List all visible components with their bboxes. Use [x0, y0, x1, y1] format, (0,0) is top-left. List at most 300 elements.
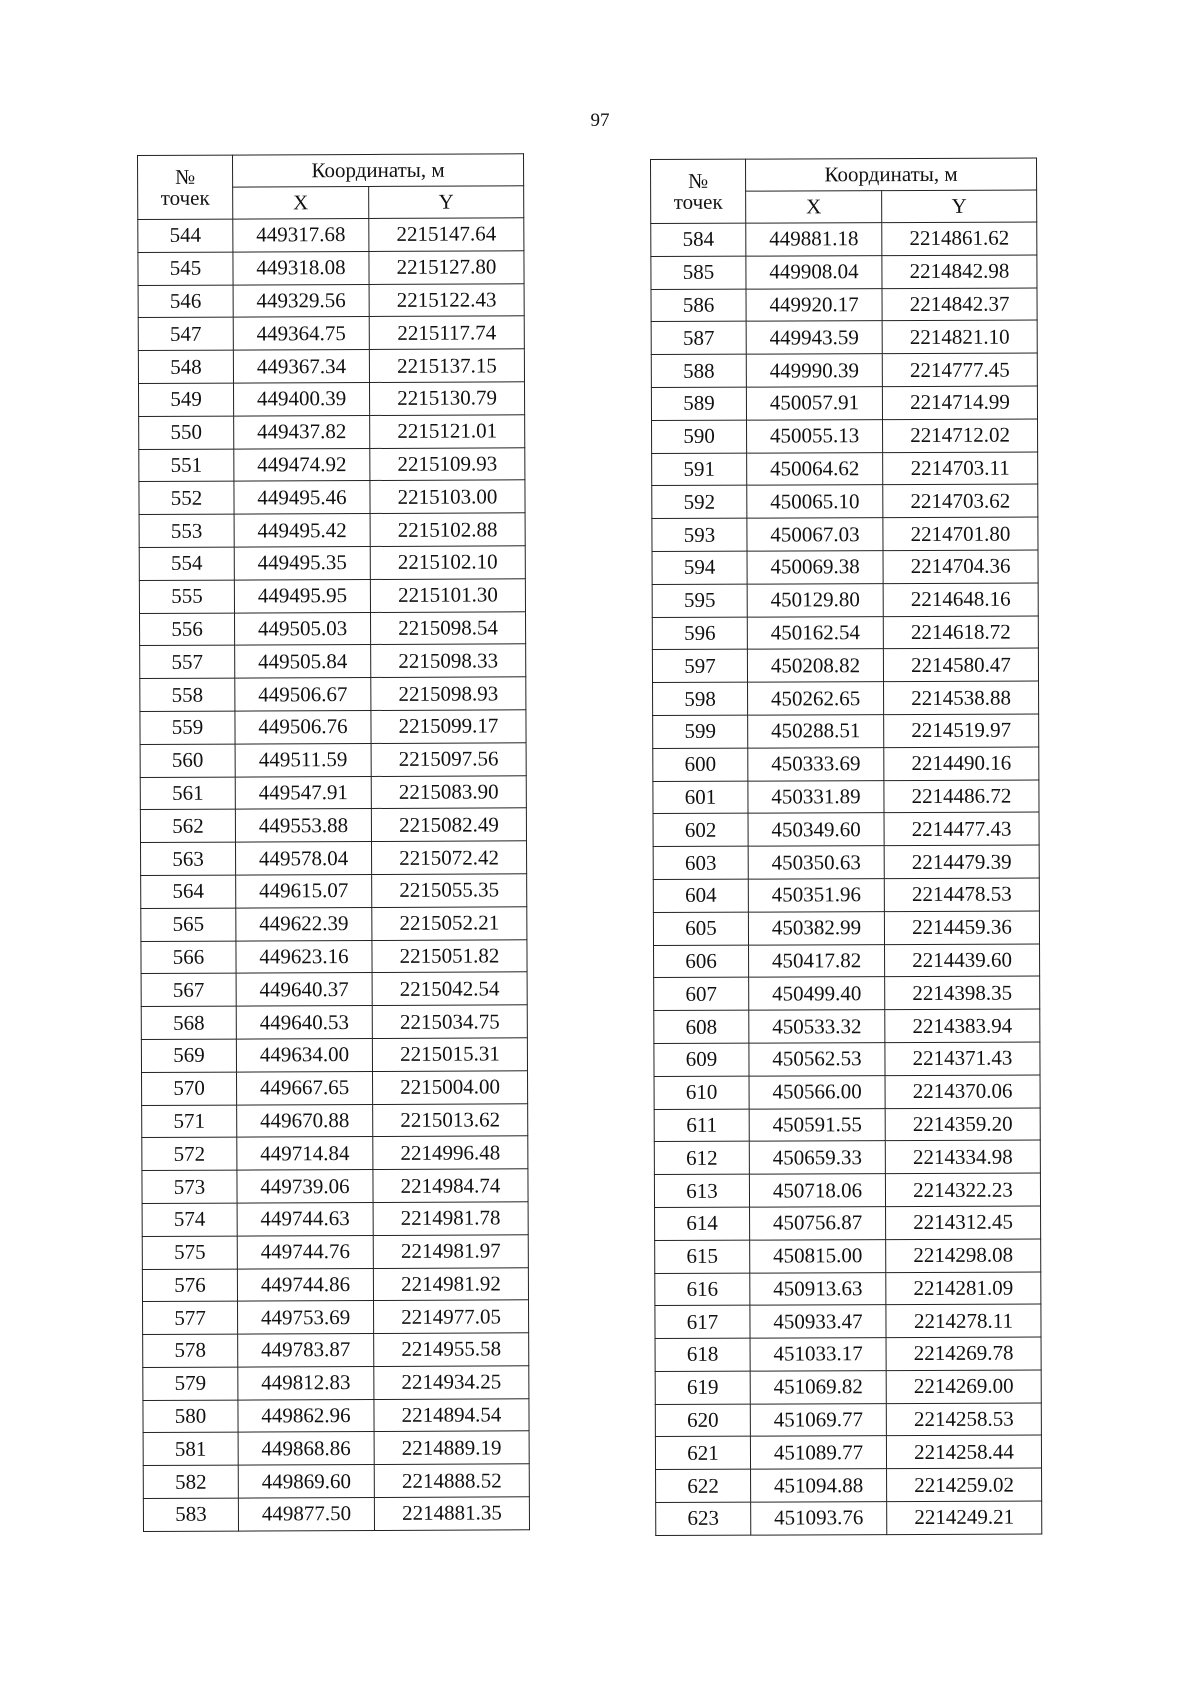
point-number-cell: 593 — [652, 518, 747, 551]
table-row — [652, 616, 1038, 650]
point-number-cell: 560 — [140, 744, 235, 777]
table-row — [140, 775, 526, 809]
x-coordinate-cell: 449739.06 — [237, 1170, 373, 1203]
point-number-cell: 583 — [143, 1498, 238, 1531]
point-number-cell: 594 — [652, 551, 747, 584]
point-number-cell: 575 — [142, 1236, 237, 1269]
table-row — [140, 677, 526, 711]
x-coordinate-cell: 451069.77 — [750, 1403, 886, 1436]
x-coordinate-cell: 451093.76 — [751, 1502, 887, 1535]
table-row — [654, 976, 1040, 1010]
x-coordinate-cell: 449943.59 — [746, 321, 882, 354]
x-coordinate-cell: 450659.33 — [749, 1141, 885, 1174]
y-coordinate-cell: 2214889.19 — [374, 1431, 529, 1464]
x-coordinate-cell: 451089.77 — [750, 1436, 886, 1469]
table-row — [655, 1403, 1041, 1437]
point-number-cell: 589 — [651, 387, 746, 420]
x-header: X — [746, 191, 882, 224]
table-row — [140, 808, 526, 842]
x-coordinate-cell: 449495.42 — [234, 514, 370, 547]
y-coordinate-cell: 2215147.64 — [369, 218, 524, 251]
x-coordinate-cell: 449920.17 — [746, 288, 882, 321]
table-row — [143, 1300, 529, 1334]
table-row — [138, 283, 524, 317]
x-coordinate-cell: 450350.63 — [748, 846, 884, 879]
x-coordinate-cell: 451069.82 — [750, 1370, 886, 1403]
points-label: точек — [160, 185, 210, 210]
y-coordinate-cell: 2215102.10 — [370, 546, 525, 579]
x-coordinate-cell: 449744.86 — [237, 1268, 373, 1301]
x-coordinate-cell: 449615.07 — [236, 874, 372, 907]
y-coordinate-cell: 2214861.62 — [882, 222, 1037, 255]
table-row — [655, 1304, 1041, 1338]
point-number-cell: 544 — [138, 219, 233, 252]
y-coordinate-cell: 2214888.52 — [374, 1464, 529, 1497]
y-coordinate-cell: 2215099.17 — [371, 710, 526, 743]
table-row — [141, 874, 527, 908]
x-coordinate-cell: 450815.00 — [750, 1239, 886, 1272]
point-number-cell: 620 — [655, 1404, 750, 1437]
y-coordinate-cell: 2214312.45 — [886, 1206, 1041, 1239]
y-coordinate-cell: 2214439.60 — [885, 944, 1040, 977]
y-coordinate-cell: 2215042.54 — [372, 972, 527, 1005]
x-coordinate-cell: 450933.47 — [750, 1305, 886, 1338]
table-row — [142, 1169, 528, 1203]
y-coordinate-cell: 2215004.00 — [372, 1071, 527, 1104]
table-row — [652, 648, 1038, 682]
table-row — [651, 255, 1037, 289]
table-row — [140, 644, 526, 678]
table-row — [651, 353, 1037, 387]
x-coordinate-cell: 450562.53 — [749, 1043, 885, 1076]
coordinates-table-right — [650, 158, 1042, 1536]
table-row — [656, 1501, 1042, 1535]
y-coordinate-cell: 2214984.74 — [373, 1169, 528, 1202]
x-coordinate-cell: 449506.67 — [235, 678, 371, 711]
x-coordinate-cell: 449367.34 — [233, 350, 369, 383]
point-number-cell: 559 — [140, 711, 235, 744]
x-coordinate-cell: 449578.04 — [235, 842, 371, 875]
table-body — [138, 218, 530, 1532]
table-row — [143, 1497, 529, 1531]
y-coordinate-cell: 2214486.72 — [884, 780, 1039, 813]
point-number-cell: 615 — [655, 1240, 750, 1273]
point-number-cell: 576 — [142, 1269, 237, 1302]
table-row — [139, 513, 525, 547]
point-number-cell: 591 — [652, 453, 747, 486]
x-coordinate-cell: 449670.88 — [237, 1104, 373, 1137]
y-coordinate-cell: 2215098.33 — [371, 644, 526, 677]
x-coordinate-cell: 449990.39 — [746, 354, 882, 387]
y-coordinate-cell: 2215130.79 — [369, 382, 524, 415]
point-number-cell: 609 — [654, 1043, 749, 1076]
y-coordinate-cell: 2214881.35 — [374, 1497, 529, 1530]
point-number-cell: 565 — [141, 908, 236, 941]
x-coordinate-cell: 450718.06 — [749, 1174, 885, 1207]
x-coordinate-cell: 450331.89 — [748, 780, 884, 813]
x-coordinate-cell: 450756.87 — [750, 1207, 886, 1240]
table-row — [143, 1431, 529, 1465]
point-number-cell: 596 — [652, 617, 747, 650]
table-row — [652, 419, 1038, 453]
table-row — [655, 1272, 1041, 1306]
table-row — [651, 288, 1037, 322]
y-coordinate-cell: 2214712.02 — [883, 419, 1038, 452]
point-number-cell: 595 — [652, 584, 747, 617]
point-number-cell: 618 — [655, 1338, 750, 1371]
number-sign: № — [688, 168, 709, 193]
table-row — [654, 1042, 1040, 1076]
y-coordinate-cell: 2214334.98 — [885, 1140, 1040, 1173]
point-number-cell: 592 — [652, 486, 747, 519]
table-row — [654, 944, 1040, 978]
point-number-cell: 552 — [139, 481, 234, 514]
x-coordinate-cell: 449506.76 — [235, 710, 371, 743]
point-number-cell: 603 — [653, 846, 748, 879]
x-coordinate-cell: 449364.75 — [233, 317, 369, 350]
point-number-cell: 581 — [143, 1433, 238, 1466]
y-coordinate-cell: 2214477.43 — [884, 812, 1039, 845]
table-row — [654, 1108, 1040, 1142]
point-number-header — [138, 155, 233, 219]
table-row — [653, 714, 1039, 748]
table-body — [651, 222, 1042, 1535]
point-number-cell: 578 — [143, 1334, 238, 1367]
x-coordinate-cell: 450591.55 — [749, 1108, 885, 1141]
table-row — [139, 579, 525, 613]
table-row — [651, 320, 1037, 354]
point-number-cell: 602 — [653, 813, 748, 846]
point-number-cell: 605 — [653, 912, 748, 945]
x-coordinate-cell: 450382.99 — [748, 911, 884, 944]
x-coordinate-cell: 449881.18 — [746, 223, 882, 256]
y-coordinate-cell: 2214894.54 — [374, 1398, 529, 1431]
point-number-cell: 566 — [141, 941, 236, 974]
x-coordinate-cell: 449908.04 — [746, 255, 882, 288]
point-number-cell: 567 — [141, 973, 236, 1006]
y-coordinate-cell: 2214955.58 — [374, 1333, 529, 1366]
x-coordinate-cell: 449329.56 — [233, 284, 369, 317]
point-number-cell: 617 — [655, 1305, 750, 1338]
point-number-cell: 588 — [651, 354, 746, 387]
x-coordinate-cell: 449622.39 — [236, 907, 372, 940]
point-number-cell: 548 — [138, 350, 233, 383]
table-row — [655, 1435, 1041, 1469]
x-coordinate-cell: 450065.10 — [747, 485, 883, 518]
table-row — [139, 480, 525, 514]
y-coordinate-cell: 2215052.21 — [372, 907, 527, 940]
point-number-cell: 582 — [143, 1465, 238, 1498]
x-coordinate-cell: 449495.46 — [234, 481, 370, 514]
table-row — [655, 1206, 1041, 1240]
x-coordinate-cell: 451033.17 — [750, 1338, 886, 1371]
y-coordinate-cell: 2214269.00 — [886, 1370, 1041, 1403]
table-row — [139, 447, 525, 481]
table-row — [141, 1005, 527, 1039]
table-row — [655, 1337, 1041, 1371]
y-coordinate-cell: 2214703.62 — [883, 484, 1038, 517]
point-number-cell: 549 — [138, 383, 233, 416]
point-number-cell: 553 — [139, 514, 234, 547]
x-coordinate-cell: 449400.39 — [233, 382, 369, 415]
point-number-cell: 558 — [140, 678, 235, 711]
coordinates-table-left — [137, 153, 530, 1532]
table-row — [141, 907, 527, 941]
y-header: Y — [882, 190, 1037, 223]
y-coordinate-cell: 2215101.30 — [370, 579, 525, 612]
table-row — [654, 1173, 1040, 1207]
y-coordinate-cell: 2214478.53 — [884, 878, 1039, 911]
table-row — [141, 939, 527, 973]
y-coordinate-cell: 2215102.88 — [370, 513, 525, 546]
x-coordinate-cell: 450067.03 — [747, 518, 883, 551]
y-coordinate-cell: 2214258.44 — [886, 1435, 1041, 1468]
point-number-cell: 564 — [141, 875, 236, 908]
table-row — [142, 1071, 528, 1105]
table-row — [653, 780, 1039, 814]
table-row — [143, 1366, 529, 1400]
x-coordinate-cell: 449505.84 — [235, 645, 371, 678]
x-coordinate-cell: 449495.95 — [234, 579, 370, 612]
x-coordinate-cell: 449474.92 — [234, 448, 370, 481]
page-number: 97 — [590, 110, 610, 131]
y-coordinate-cell: 2214249.21 — [887, 1501, 1042, 1534]
table-row — [654, 1140, 1040, 1174]
point-number-cell: 597 — [652, 649, 747, 682]
point-number-cell: 621 — [655, 1437, 750, 1470]
y-coordinate-cell: 2215127.80 — [369, 251, 524, 284]
number-sign: № — [175, 164, 196, 189]
x-coordinate-cell: 449547.91 — [235, 776, 371, 809]
table-row — [142, 1235, 528, 1269]
y-coordinate-cell: 2214383.94 — [885, 1009, 1040, 1042]
y-coordinate-cell: 2215082.49 — [371, 808, 526, 841]
y-coordinate-cell: 2214981.92 — [373, 1267, 528, 1300]
point-number-cell: 568 — [141, 1006, 236, 1039]
x-coordinate-cell: 449634.00 — [236, 1038, 372, 1071]
x-coordinate-cell: 449812.83 — [238, 1366, 374, 1399]
table-row — [143, 1333, 529, 1367]
table-row — [143, 1464, 529, 1498]
y-coordinate-cell: 2214981.78 — [373, 1202, 528, 1235]
y-coordinate-cell: 2214269.78 — [886, 1337, 1041, 1370]
table-row — [138, 349, 524, 383]
point-number-cell: 561 — [140, 777, 235, 810]
table-row — [653, 747, 1039, 781]
x-coordinate-cell: 450055.13 — [747, 419, 883, 452]
table-row — [138, 382, 524, 416]
table-row — [653, 812, 1039, 846]
y-coordinate-cell: 2215109.93 — [370, 447, 525, 480]
table-row — [142, 1136, 528, 1170]
point-number-cell: 579 — [143, 1367, 238, 1400]
table-row — [653, 878, 1039, 912]
point-number-cell: 556 — [139, 613, 234, 646]
y-coordinate-cell: 2214934.25 — [374, 1366, 529, 1399]
y-coordinate-cell: 2214996.48 — [373, 1136, 528, 1169]
point-number-cell: 608 — [654, 1010, 749, 1043]
table-row — [142, 1202, 528, 1236]
x-coordinate-cell: 449862.96 — [238, 1399, 374, 1432]
y-coordinate-cell: 2215097.56 — [371, 743, 526, 776]
point-number-cell: 571 — [142, 1105, 237, 1138]
coordinates-header: Координаты, м — [233, 154, 524, 187]
y-coordinate-cell: 2214281.09 — [886, 1272, 1041, 1305]
table-row — [652, 583, 1038, 617]
y-coordinate-cell: 2214259.02 — [887, 1468, 1042, 1501]
point-number-cell: 612 — [654, 1141, 749, 1174]
x-coordinate-cell: 450288.51 — [748, 715, 884, 748]
y-coordinate-cell: 2214490.16 — [884, 747, 1039, 780]
y-coordinate-cell: 2214459.36 — [884, 911, 1039, 944]
table-row — [138, 316, 524, 350]
x-coordinate-cell: 450069.38 — [747, 551, 883, 584]
point-number-cell: 623 — [656, 1502, 751, 1535]
y-header: Y — [369, 186, 524, 219]
y-coordinate-cell: 2215098.54 — [370, 611, 525, 644]
point-number-cell: 572 — [142, 1137, 237, 1170]
point-number-cell: 557 — [140, 645, 235, 678]
y-coordinate-cell: 2214298.08 — [886, 1239, 1041, 1272]
x-header: X — [233, 186, 369, 219]
point-number-cell: 545 — [138, 252, 233, 285]
point-number-cell: 611 — [654, 1109, 749, 1142]
point-number-cell: 610 — [654, 1076, 749, 1109]
point-number-cell: 606 — [654, 945, 749, 978]
x-coordinate-cell: 449753.69 — [238, 1301, 374, 1334]
table-row — [654, 1075, 1040, 1109]
y-coordinate-cell: 2214359.20 — [885, 1108, 1040, 1141]
y-coordinate-cell: 2214821.10 — [882, 320, 1037, 353]
table-row — [138, 218, 524, 252]
y-coordinate-cell: 2214580.47 — [883, 648, 1038, 681]
point-number-cell: 586 — [651, 289, 746, 322]
point-number-cell: 587 — [651, 322, 746, 355]
x-coordinate-cell: 450208.82 — [747, 649, 883, 682]
x-coordinate-cell: 450064.62 — [747, 452, 883, 485]
point-number-cell: 547 — [138, 317, 233, 350]
x-coordinate-cell: 450566.00 — [749, 1075, 885, 1108]
table-row — [653, 911, 1039, 945]
point-number-cell: 600 — [653, 748, 748, 781]
x-coordinate-cell: 449667.65 — [237, 1071, 373, 1104]
point-number-cell: 563 — [141, 842, 236, 875]
point-number-cell: 598 — [653, 682, 748, 715]
point-number-cell: 555 — [139, 580, 234, 613]
y-coordinate-cell: 2214519.97 — [884, 714, 1039, 747]
table-row — [139, 611, 525, 645]
y-coordinate-cell: 2214842.37 — [882, 288, 1037, 321]
y-coordinate-cell: 2214538.88 — [884, 681, 1039, 714]
x-coordinate-cell: 450417.82 — [749, 944, 885, 977]
x-coordinate-cell: 449505.03 — [234, 612, 370, 645]
table-row — [651, 386, 1037, 420]
point-number-cell: 590 — [652, 420, 747, 453]
x-coordinate-cell: 449640.37 — [236, 973, 372, 1006]
coordinates-header: Координаты, м — [746, 158, 1037, 191]
point-number-cell: 570 — [142, 1072, 237, 1105]
table-row — [652, 517, 1038, 551]
x-coordinate-cell: 449318.08 — [233, 251, 369, 284]
point-number-cell: 584 — [651, 223, 746, 256]
x-coordinate-cell: 449714.84 — [237, 1137, 373, 1170]
table-row — [140, 710, 526, 744]
y-coordinate-cell: 2215103.00 — [370, 480, 525, 513]
x-coordinate-cell: 450499.40 — [749, 977, 885, 1010]
table-row — [651, 222, 1037, 256]
x-coordinate-cell: 450351.96 — [748, 879, 884, 912]
y-coordinate-cell: 2214701.80 — [883, 517, 1038, 550]
point-number-cell: 562 — [140, 809, 235, 842]
y-coordinate-cell: 2214479.39 — [884, 845, 1039, 878]
point-number-cell: 585 — [651, 256, 746, 289]
x-coordinate-cell: 449744.76 — [237, 1235, 373, 1268]
x-coordinate-cell: 449511.59 — [235, 743, 371, 776]
table-row — [655, 1239, 1041, 1273]
point-number-cell: 613 — [654, 1174, 749, 1207]
y-coordinate-cell: 2214842.98 — [882, 255, 1037, 288]
y-coordinate-cell: 2215083.90 — [371, 775, 526, 808]
x-coordinate-cell: 450162.54 — [747, 616, 883, 649]
point-number-cell: 607 — [654, 977, 749, 1010]
x-coordinate-cell: 449783.87 — [238, 1334, 374, 1367]
y-coordinate-cell: 2214258.53 — [886, 1403, 1041, 1436]
y-coordinate-cell: 2214370.06 — [885, 1075, 1040, 1108]
x-coordinate-cell: 450333.69 — [748, 747, 884, 780]
table-row — [652, 550, 1038, 584]
point-number-cell: 616 — [655, 1273, 750, 1306]
x-coordinate-cell: 450349.60 — [748, 813, 884, 846]
table-row — [141, 1038, 527, 1072]
table-row — [653, 845, 1039, 879]
point-number-cell: 601 — [653, 781, 748, 814]
x-coordinate-cell: 450533.32 — [749, 1010, 885, 1043]
x-coordinate-cell: 450262.65 — [748, 682, 884, 715]
point-number-header — [651, 159, 746, 223]
table-row — [139, 415, 525, 449]
table-row — [655, 1370, 1041, 1404]
point-number-cell: 551 — [139, 449, 234, 482]
x-coordinate-cell: 449317.68 — [233, 218, 369, 251]
x-coordinate-cell: 449868.86 — [238, 1432, 374, 1465]
y-coordinate-cell: 2215015.31 — [372, 1038, 527, 1071]
point-number-cell: 614 — [655, 1207, 750, 1240]
point-number-cell: 546 — [138, 285, 233, 318]
y-coordinate-cell: 2214371.43 — [885, 1042, 1040, 1075]
table-row — [652, 452, 1038, 486]
table-row — [138, 251, 524, 285]
y-coordinate-cell: 2214777.45 — [882, 353, 1037, 386]
y-coordinate-cell: 2215098.93 — [371, 677, 526, 710]
y-coordinate-cell: 2215055.35 — [372, 874, 527, 907]
table-row — [652, 484, 1038, 518]
y-coordinate-cell: 2214618.72 — [883, 616, 1038, 649]
point-number-cell: 580 — [143, 1400, 238, 1433]
y-coordinate-cell: 2214977.05 — [374, 1300, 529, 1333]
point-number-cell: 554 — [139, 547, 234, 580]
y-coordinate-cell: 2215117.74 — [369, 316, 524, 349]
x-coordinate-cell: 449640.53 — [236, 1006, 372, 1039]
table-row — [142, 1267, 528, 1301]
x-coordinate-cell: 449437.82 — [234, 415, 370, 448]
x-coordinate-cell: 449744.63 — [237, 1202, 373, 1235]
table-row — [143, 1398, 529, 1432]
y-coordinate-cell: 2215137.15 — [369, 349, 524, 382]
y-coordinate-cell: 2214322.23 — [885, 1173, 1040, 1206]
table-row — [142, 1103, 528, 1137]
point-number-cell: 619 — [655, 1371, 750, 1404]
y-coordinate-cell: 2214704.36 — [883, 550, 1038, 583]
